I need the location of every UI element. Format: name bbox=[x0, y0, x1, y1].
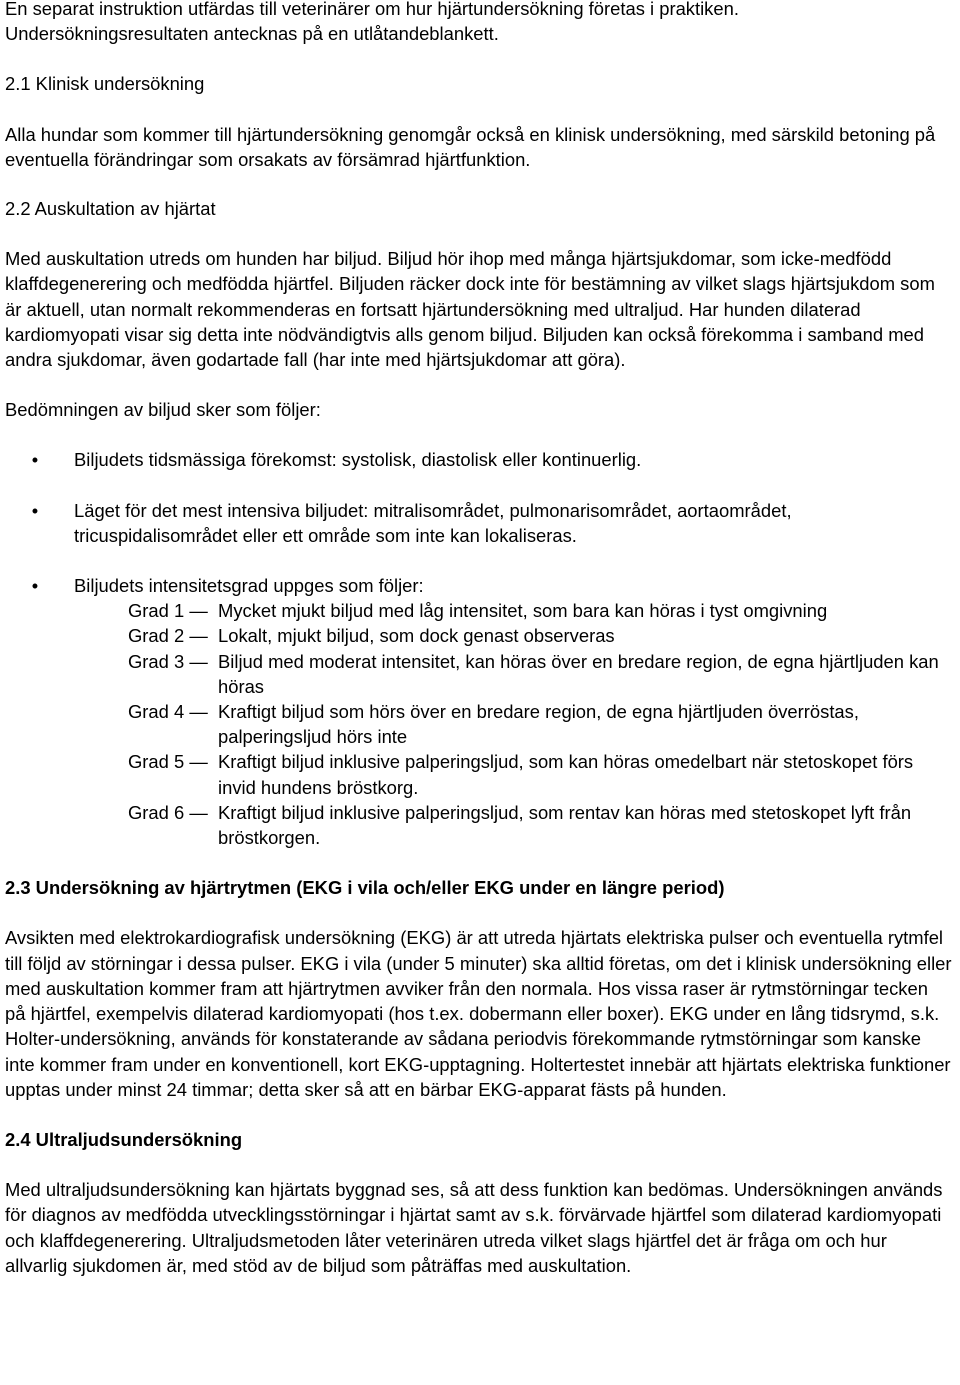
list-item bbox=[5, 498, 953, 548]
section-2-1-heading: 2.1 Klinisk undersökning bbox=[5, 73, 205, 95]
intro-line-2: Undersökningsresultaten antecknas på en utlåtandeblankett. bbox=[5, 23, 499, 45]
grade-description: Kraftigt biljud inklusive palperingsljud, som rentav kan höras med stetoskopet lyft från bröstkorgen. bbox=[218, 801, 912, 849]
section-2-2-body: Med auskultation utreds om hunden har biljud. Biljud hör ihop med många hjärtsjukdomar, som icke-medfödd klaffdegenerering och medfödda hjärtfel. Biljuden räcker dock inte för bestämning av vilket slags hjärtsjukdom som är aktuell, utan normalt rekommenderas en fortsatt hjärtundersökning med ultraljud. Har hunden dilaterad kardiomyopati visar sig detta inte nödvändigtvis alls genom biljud. Biljuden kan också förekomma i samband med andra sjukdomar, även godartade fall (har inte med hjärtsjukdomar att göra). bbox=[5, 248, 935, 371]
grade-name: Grad 2 — bbox=[128, 625, 208, 647]
grade-name: Grad 1 — bbox=[128, 600, 208, 622]
grade-row bbox=[128, 623, 953, 648]
list-item bbox=[5, 573, 953, 598]
section-2-1-body: Alla hundar som kommer till hjärtundersökning genomgår också en klinisk undersökning, med särskild betoning på eventuella förändringar som orsakats av försämrad hjärtfunktion. bbox=[5, 123, 936, 170]
list-item-text: Biljudets intensitetsgrad uppges som följer: bbox=[74, 575, 424, 597]
section-2-4-heading: 2.4 Ultraljudsundersökning bbox=[5, 1128, 243, 1150]
grade-row bbox=[128, 749, 953, 799]
grade-description: Kraftigt biljud inklusive palperingsljud, som kan höras omedelbart när stetoskopet förs invid hundens bröstkorg. bbox=[218, 751, 914, 798]
list-item-text: Biljudets tidsmässiga förekomst: systolisk, diastolisk eller kontinuerlig. bbox=[74, 449, 642, 471]
section-2-4-body: Med ultraljudsundersökning kan hjärtats byggnad ses, så att dess funktion kan bedömas. Undersökningen används för diagnos av medfödda utvecklingsstörningar i hjärtat samt av s.k. förvärvade hjärtfel som dilaterad kardiomyopati och klaffdegenerering. Ultraljudsmetoden låter veterinären utreda vilket slags hjärtfel det är fråga om och hur allvarlig sjukdomen är, med stöd av de biljud som påträffas med auskultation. bbox=[5, 1179, 943, 1276]
grade-description: Kraftigt biljud som hörs över en bredare region, de egna hjärtljuden överröstas, palperingsljud hörs inte bbox=[218, 701, 859, 748]
bullet-icon: • bbox=[31, 575, 39, 597]
assessment-intro: Bedömningen av biljud sker som följer: bbox=[5, 399, 321, 421]
document-page bbox=[5, 0, 953, 1278]
section-2-3-heading: 2.3 Undersökning av hjärtrytmen (EKG i vila och/eller EKG under en längre period) bbox=[5, 877, 725, 899]
grade-description: Lokalt, mjukt biljud, som dock genast observeras bbox=[218, 625, 615, 647]
grade-name: Grad 3 — bbox=[128, 650, 208, 672]
grade-list bbox=[5, 598, 953, 850]
intro-line-1: En separat instruktion utfärdas till veterinärer om hur hjärtundersökning företas i praktiken. bbox=[5, 0, 739, 19]
grade-row bbox=[128, 699, 953, 749]
grade-row bbox=[128, 649, 953, 699]
grade-row bbox=[128, 800, 953, 850]
list-item bbox=[5, 447, 953, 472]
grade-name: Grad 4 — bbox=[128, 701, 208, 723]
grade-description: Biljud med moderat intensitet, kan höras över en bredare region, de egna hjärtljuden kan höras bbox=[218, 650, 939, 697]
assessment-list bbox=[5, 447, 953, 598]
bullet-icon: • bbox=[31, 449, 39, 471]
section-2-3-body: Avsikten med elektrokardiografisk undersökning (EKG) är att utreda hjärtats elektriska pulser och eventuella rytmfel till följd av störningar i dessa pulser. EKG i vila (under 5 minuter) ska alltid företas, om det i klinisk undersökning eller med auskultation kommer fram att hjärtrytmen avviker från den normala. Hos vissa raser är rytmstörningar tecken på hjärtfel, exempelvis dilaterad kardiomyopati (hos t.ex. dobermann eller boxer). EKG under en lång tidsrymd, s.k. Holter-undersökning, används för konstaterande av sådana periodvis förekommande rytmstörningar som kanske inte kommer fram under en konventionell, kort EKG-upptagning. Holtertestet innebär att hjärtats elektriska funktioner upptas under minst 24 timmar; detta sker så att en bärbar EKG-apparat fästs på hunden. bbox=[5, 927, 952, 1100]
grade-name: Grad 6 — bbox=[128, 801, 208, 823]
grade-name: Grad 5 — bbox=[128, 751, 208, 773]
section-2-2-heading: 2.2 Auskultation av hjärtat bbox=[5, 198, 216, 220]
grade-row bbox=[128, 598, 953, 623]
bullet-icon: • bbox=[31, 499, 39, 521]
grade-description: Mycket mjukt biljud med låg intensitet, som bara kan höras i tyst omgivning bbox=[218, 600, 828, 622]
list-item-text: Läget för det mest intensiva biljudet: mitralisområdet, pulmonarisområdet, aortaområdet, tricuspidalisområdet eller ett område som inte kan lokaliseras. bbox=[74, 499, 792, 546]
